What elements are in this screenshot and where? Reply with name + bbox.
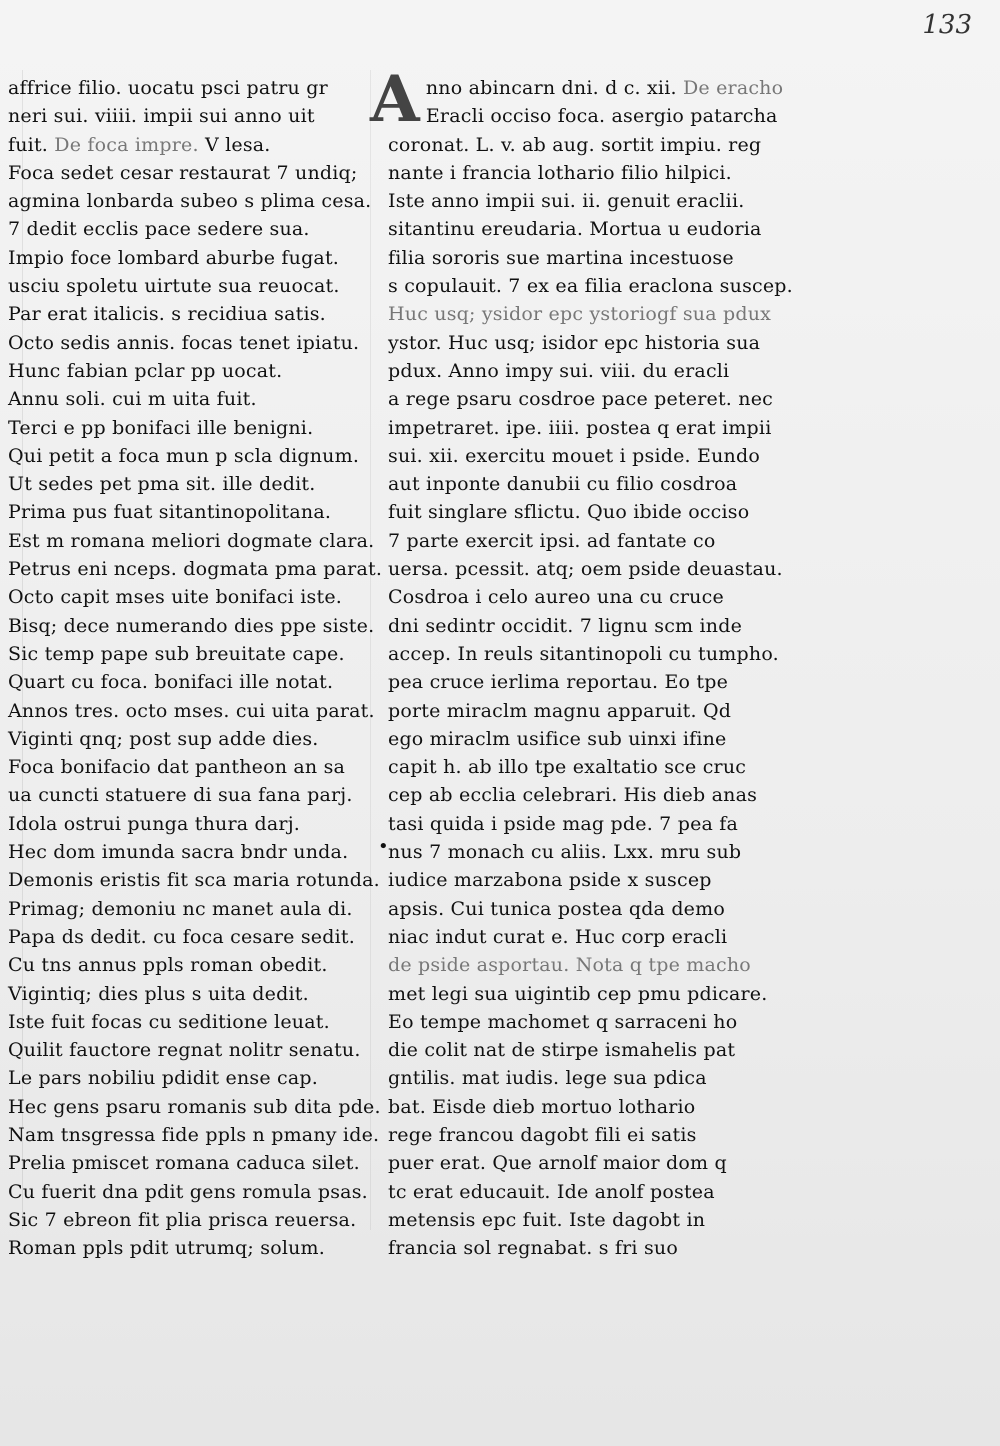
right-text-line bbox=[388, 498, 828, 526]
right-line-text: aut inponte danubii cu filio cosdroa bbox=[388, 473, 738, 496]
left-text-line: Prima pus fuat sitantinopolitana. bbox=[8, 501, 332, 524]
right-text-line bbox=[388, 215, 828, 243]
right-text-line bbox=[388, 357, 828, 385]
left-text-line: Par erat italicis. s recidiua satis. bbox=[8, 303, 326, 326]
left-text-line: Vigintiq; dies plus s uita dedit. bbox=[8, 982, 309, 1005]
right-text-line bbox=[388, 244, 828, 272]
left-text-line: fuit. De foca impre. V lesa. bbox=[8, 133, 271, 156]
left-text-line: affrice filio. uocatu psci patru gr bbox=[8, 77, 328, 99]
right-text-line bbox=[388, 74, 828, 102]
right-line-text: niac indut curat e. Huc corp eracli bbox=[388, 925, 728, 948]
right-line-text: nno abincarn dni. d c. xii. bbox=[425, 77, 677, 99]
left-text-line: Octo sedis annis. focas tenet ipiatu. bbox=[8, 331, 360, 354]
right-text-line bbox=[388, 866, 828, 894]
left-text-line: Est m romana meliori dogmate clara. bbox=[8, 529, 375, 552]
right-text-line bbox=[388, 1149, 828, 1177]
right-line-text: cep ab ecclia celebrari. His dieb anas bbox=[388, 784, 758, 807]
right-line-text: metensis epc fuit. Iste dagobt in bbox=[388, 1208, 706, 1231]
right-line-text: Huc usq; ysidor epc ystoriogf sua pdux bbox=[388, 303, 772, 326]
left-text-line: neri sui. viiii. impii sui anno uit bbox=[8, 105, 315, 128]
left-text-line: Roman ppls pdit utrumq; solum. bbox=[8, 1237, 326, 1260]
right-line-text: apsis. Cui tunica postea qda demo bbox=[388, 897, 725, 920]
left-rubric-tail: V lesa. bbox=[204, 133, 271, 156]
left-text-line: Qui petit a foca mun p scla dignum. bbox=[8, 444, 360, 467]
right-text-line bbox=[388, 527, 828, 555]
left-text-line: Primag; demoniu nc manet aula di. bbox=[8, 897, 353, 920]
right-text-line bbox=[388, 300, 828, 328]
right-line-text: 7 parte exercit ipsi. ad fantate co bbox=[388, 529, 716, 552]
right-line-text: a rege psaru cosdroe pace peteret. nec bbox=[388, 388, 774, 411]
right-text-line bbox=[388, 1178, 828, 1206]
right-text-line bbox=[388, 640, 828, 668]
left-text-line: Iste fuit focas cu seditione leuat. bbox=[8, 1010, 330, 1033]
left-text-line: Hunc fabian pclar pp uocat. bbox=[8, 359, 283, 382]
right-text-line bbox=[388, 1093, 828, 1121]
right-text-line bbox=[388, 1064, 828, 1092]
right-text-line bbox=[388, 329, 828, 357]
right-line-text: tc erat educauit. Ide anolf postea bbox=[388, 1180, 715, 1203]
right-text-line bbox=[388, 385, 828, 413]
right-text-line bbox=[388, 753, 828, 781]
right-line-text: coronat. L. v. ab aug. sortit impiu. reg bbox=[388, 133, 762, 156]
right-line-text: iudice marzabona pside x suscep bbox=[388, 869, 712, 892]
left-text-line: Annos tres. octo mses. cui uita parat. bbox=[8, 699, 375, 722]
right-text-line bbox=[388, 131, 828, 159]
left-text-line: Sic 7 ebreon fit plia prisca reuersa. bbox=[8, 1208, 357, 1231]
right-text-line bbox=[388, 923, 828, 951]
right-line-text: sitantinu ereudaria. Mortua u eudoria bbox=[388, 218, 762, 241]
right-text-line bbox=[388, 442, 828, 470]
left-text-line: Terci e pp bonifaci ille benigni. bbox=[8, 416, 314, 439]
right-line-text: rege francou dagobt fili ei satis bbox=[388, 1123, 697, 1146]
left-text-line: Quart cu foca. bonifaci ille notat. bbox=[8, 671, 334, 694]
left-text-line: Impio foce lombard aburbe fugat. bbox=[8, 246, 340, 269]
left-text-line: Hec dom imunda sacra bndr unda. bbox=[8, 841, 349, 864]
right-line-text: gntilis. mat iudis. lege sua pdica bbox=[388, 1067, 707, 1090]
right-line-text: Eracli occiso foca. asergio patarcha bbox=[425, 105, 778, 128]
left-text-line: Idola ostrui punga thura darj. bbox=[8, 812, 301, 835]
middle-ruling-line bbox=[370, 70, 371, 1230]
left-text-line: Annu soli. cui m uita fuit. bbox=[8, 388, 257, 411]
left-text-line: 7 dedit ecclis pace sedere sua. bbox=[8, 218, 310, 241]
right-text-line bbox=[388, 668, 828, 696]
right-text-line bbox=[388, 272, 828, 300]
right-line-text: dni sedintr occidit. 7 lignu scm inde bbox=[388, 614, 743, 637]
right-text-line bbox=[388, 1008, 828, 1036]
left-text-line: Nam tnsgressa fide ppls n pmany ide. bbox=[8, 1123, 380, 1146]
left-text-line: Foca sedet cesar restaurat 7 undiq; bbox=[8, 161, 358, 184]
folio-number: 133 bbox=[922, 10, 972, 40]
right-line-text: fuit singlare sflictu. Quo ibide occiso bbox=[388, 501, 750, 524]
right-text-line bbox=[388, 1234, 828, 1262]
right-line-text: puer erat. Que arnolf maior dom q bbox=[388, 1152, 727, 1175]
right-rubric-heading: De eracho bbox=[676, 77, 784, 99]
decorated-initial-letter: A bbox=[370, 62, 420, 137]
left-text-line: Sic temp pape sub breuitate cape. bbox=[8, 642, 345, 665]
right-text-line bbox=[388, 1121, 828, 1149]
right-text-line bbox=[388, 1206, 828, 1234]
left-text-line: Foca bonifacio dat pantheon an sa bbox=[8, 756, 346, 779]
right-line-text: s copulauit. 7 ex ea filia eraclona suscep. bbox=[388, 275, 793, 298]
left-text-line: Petrus eni nceps. dogmata pma parat. bbox=[8, 558, 383, 581]
right-text-line bbox=[388, 414, 828, 442]
left-text-line: Papa ds dedit. cu foca cesare sedit. bbox=[8, 925, 355, 948]
left-text-line: Hec gens psaru romanis sub dita pde. bbox=[8, 1095, 381, 1118]
right-line-text: Cosdroa i celo aureo una cu cruce bbox=[388, 586, 724, 609]
right-text-line bbox=[388, 470, 828, 498]
right-text-column bbox=[370, 62, 828, 1262]
right-text-line bbox=[388, 555, 828, 583]
right-line-text: uersa. pcessit. atq; oem pside deuastau. bbox=[388, 558, 783, 581]
right-line-text: ystor. Huc usq; isidor epc historia sua bbox=[388, 331, 761, 354]
right-line-text: pdux. Anno impy sui. viii. du eracli bbox=[388, 359, 730, 382]
left-text-line: Quilit fauctore regnat nolitr senatu. bbox=[8, 1039, 361, 1062]
left-text-line: Prelia pmiscet romana caduca silet. bbox=[8, 1152, 360, 1175]
right-text-line bbox=[388, 583, 828, 611]
right-line-text: accep. In reuls sitantinopoli cu tumpho. bbox=[388, 642, 779, 665]
left-rubric: De foca impre. bbox=[48, 133, 205, 156]
right-text-line bbox=[388, 725, 828, 753]
right-line-text: nus 7 monach cu aliis. Lxx. mru sub bbox=[388, 841, 742, 864]
left-text-line: Ut sedes pet pma sit. ille dedit. bbox=[8, 473, 316, 496]
right-line-text: filia sororis sue martina incestuose bbox=[388, 246, 734, 269]
right-text-line bbox=[388, 102, 828, 130]
left-text-line: Bisq; dece numerando dies ppe siste. bbox=[8, 614, 375, 637]
right-text-line bbox=[388, 187, 828, 215]
right-text-line bbox=[388, 159, 828, 187]
right-text-line bbox=[388, 612, 828, 640]
right-line-text: die colit nat de stirpe ismahelis pat bbox=[388, 1039, 736, 1062]
right-text-line bbox=[388, 697, 828, 725]
right-line-text: ego miraclm usifice sub uinxi ifine bbox=[388, 727, 727, 750]
right-line-text: met legi sua uigintib cep pmu pdicare. bbox=[388, 982, 768, 1005]
right-line-text: Eo tempe machomet q sarraceni ho bbox=[388, 1010, 738, 1033]
left-text-line: Cu fuerit dna pdit gens romula psas. bbox=[8, 1180, 368, 1203]
right-text-line bbox=[388, 1036, 828, 1064]
left-text-line: Le pars nobiliu pdidit ense cap. bbox=[8, 1067, 319, 1090]
right-line-text: pea cruce ierlima reportau. Eo tpe bbox=[388, 671, 729, 694]
right-text-line bbox=[388, 781, 828, 809]
left-text-line: ua cuncti statuere di sua fana parj. bbox=[8, 784, 353, 807]
left-text-column bbox=[8, 74, 383, 1262]
right-line-text: nante i francia lothario filio hilpici. bbox=[388, 161, 732, 184]
right-line-text: impetraret. ipe. iiii. postea q erat impii bbox=[388, 416, 772, 439]
left-text-line: usciu spoletu uirtute sua reuocat. bbox=[8, 275, 340, 298]
right-line-text: capit h. ab illo tpe exaltatio sce cruc bbox=[388, 756, 747, 779]
right-text-line bbox=[388, 895, 828, 923]
left-text-line: agmina lonbarda subeo s plima cesa. bbox=[8, 190, 372, 213]
right-line-text: sui. xii. exercitu mouet i pside. Eundo bbox=[388, 444, 760, 467]
right-line-text: francia sol regnabat. s fri suo bbox=[388, 1237, 678, 1260]
right-line-text: tasi quida i pside mag pde. 7 pea fa bbox=[388, 812, 739, 835]
right-line-text: porte miraclm magnu apparuit. Qd bbox=[388, 699, 732, 722]
right-line-text: bat. Eisde dieb mortuo lothario bbox=[388, 1095, 696, 1118]
left-text-line: Octo capit mses uite bonifaci iste. bbox=[8, 586, 343, 609]
left-text-line: Cu tns annus ppls roman obedit. bbox=[8, 954, 328, 977]
left-text-line: Demonis eristis fit sca maria rotunda. bbox=[8, 869, 380, 892]
right-line-text: Iste anno impii sui. ii. genuit eraclii. bbox=[388, 190, 745, 213]
margin-dot: • bbox=[378, 836, 389, 857]
right-text-line bbox=[388, 810, 828, 838]
left-text-line: Viginti qnq; post sup adde dies. bbox=[8, 727, 319, 750]
right-line-text: de pside asportau. Nota q tpe macho bbox=[388, 954, 751, 977]
right-text-line bbox=[388, 951, 828, 979]
right-text-line bbox=[388, 980, 828, 1008]
right-text-line bbox=[388, 838, 828, 866]
